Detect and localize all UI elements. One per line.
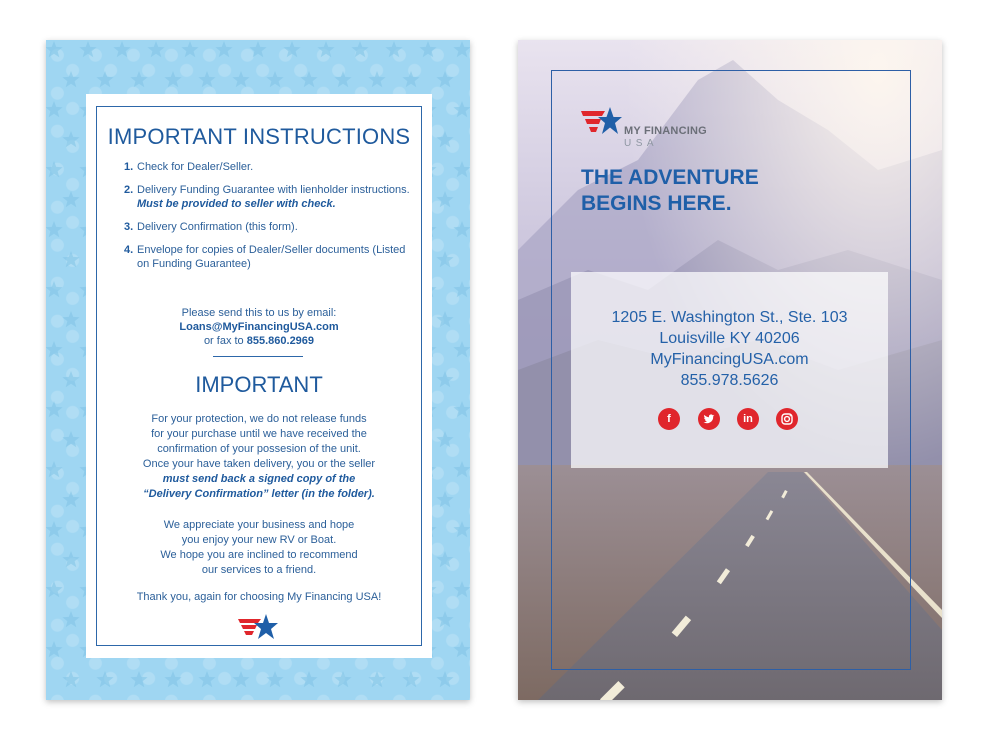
step-number: 3.	[124, 221, 134, 233]
protection-emphasis-line: “Delivery Confirmation” letter (in the folder).	[143, 488, 375, 500]
list-item	[124, 160, 412, 174]
address-street: 1205 E. Washington St., Ste. 103	[611, 309, 848, 326]
list-item	[124, 220, 412, 234]
protection-line: confirmation of your possesion of the unit.	[157, 443, 361, 455]
appreciation-line: We hope you are inclined to recommend	[160, 549, 358, 561]
step-number: 1.	[124, 161, 134, 173]
fax-line	[86, 334, 432, 348]
protection-line: Once your have taken delivery, you or the seller	[142, 458, 376, 470]
appreciation-paragraph	[116, 518, 402, 578]
instructions-list	[124, 160, 412, 280]
linkedin-icon[interactable]	[737, 408, 759, 430]
fax-number: 855.860.2969	[246, 335, 315, 347]
phone-number: 855.978.5626	[680, 372, 779, 389]
contact-block	[86, 306, 432, 348]
facebook-glyph: f	[667, 413, 671, 425]
star-wing-logo-icon	[237, 612, 279, 644]
step-text: Delivery Confirmation (this form).	[137, 221, 298, 233]
step-text: Delivery Funding Guarantee with lienholder instructions.	[137, 184, 410, 196]
facebook-icon[interactable]	[658, 408, 680, 430]
linkedin-glyph: in	[743, 413, 753, 425]
step-number: 4.	[124, 244, 134, 256]
brand-name: MY FINANCING	[624, 125, 707, 137]
appreciation-line: you enjoy your new RV or Boat.	[181, 534, 337, 546]
brand-logo-icon	[580, 105, 622, 147]
tagline-line: THE ADVENTURE	[581, 166, 759, 189]
adventure-card	[518, 40, 942, 700]
instructions-panel	[86, 94, 432, 658]
email-link[interactable]: Loans@MyFinancingUSA.com	[179, 321, 339, 333]
protection-line: for your purchase until we have received the	[151, 428, 367, 440]
instructions-heading: IMPORTANT INSTRUCTIONS	[107, 124, 411, 149]
instructions-card	[46, 40, 470, 700]
website-link[interactable]: MyFinancingUSA.com	[650, 351, 809, 368]
step-text: Check for Dealer/Seller.	[137, 161, 254, 173]
list-item	[124, 243, 412, 271]
twitter-icon[interactable]	[698, 408, 720, 430]
divider	[213, 356, 303, 357]
social-links	[658, 408, 803, 430]
appreciation-line: our services to a friend.	[201, 564, 317, 576]
step-number: 2.	[124, 184, 134, 196]
fax-prefix: or fax to	[203, 335, 244, 347]
appreciation-line: We appreciate your business and hope	[163, 519, 355, 531]
address-city: Louisville KY 40206	[659, 330, 800, 347]
protection-paragraph	[116, 412, 402, 502]
contact-info-box	[571, 272, 888, 468]
protection-line: For your protection, we do not release funds	[151, 413, 367, 425]
protection-emphasis-line: must send back a signed copy of the	[162, 473, 356, 485]
tagline	[581, 165, 801, 217]
step-emphasis: Must be provided to seller with check.	[137, 198, 336, 210]
brand-subname: USA	[624, 138, 659, 149]
important-heading: IMPORTANT	[195, 372, 323, 397]
list-item	[124, 183, 412, 211]
send-intro: Please send this to us by email:	[181, 307, 337, 319]
thank-you-text: Thank you, again for choosing My Financing USA!	[136, 591, 382, 603]
step-text: Envelope for copies of Dealer/Seller documents (Listed on Funding Guarantee)	[137, 244, 406, 270]
instagram-icon[interactable]	[776, 408, 798, 430]
tagline-line: BEGINS HERE.	[581, 192, 732, 215]
